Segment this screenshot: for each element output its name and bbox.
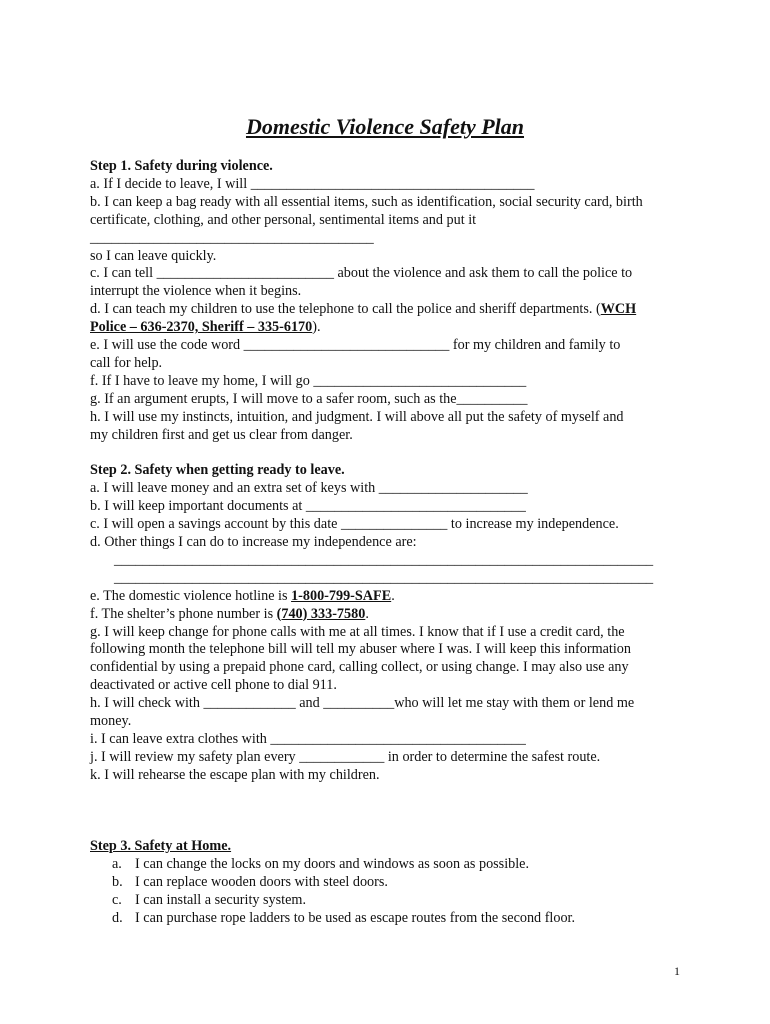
step2-item-j: j. I will review my safety plan every ____________ in order to determine the safest route. <box>90 748 601 765</box>
step2-item-g-line1: g. I will keep change for phone calls with me at all times. I know that if I use a credit card, the <box>90 623 625 640</box>
police-sheriff-numbers: Police – 636-2370, Sheriff – 335-6170 <box>90 319 313 336</box>
step1-heading: Step 1. Safety during violence. <box>90 158 273 174</box>
step1-item-d-text: d. I can teach my children to use the telephone to call the police and sheriff departments. ( <box>90 301 601 318</box>
step1-item-c-line2: interrupt the violence when it begins. <box>90 283 302 300</box>
step2-item-i: i. I can leave extra clothes with ____________________________________ <box>90 730 526 747</box>
list-marker: d. <box>112 910 123 927</box>
step2-item-d-blank-line2: ____________________________________________________________________________ <box>114 569 654 586</box>
step1-item-b-line2: certificate, clothing, and other personal, sentimental items and put it <box>90 211 477 228</box>
list-item <box>90 910 690 928</box>
hotline-label: e. The domestic violence hotline is <box>90 587 292 604</box>
step1-item-f: f. If I have to leave my home, I will go ______________________________ <box>90 372 527 389</box>
spacer <box>90 445 690 463</box>
step2-item-h-line2: money. <box>90 713 132 730</box>
step1-item-e-line1: e. I will use the code word _____________________________ for my children and family to <box>90 337 621 354</box>
step1-item-c-line1: c. I can tell _________________________ about the violence and ask them to call the police to <box>90 265 633 282</box>
document-body <box>90 158 690 928</box>
step1-item-e-line2: call for help. <box>90 354 163 371</box>
step1-item-b-line4: so I can leave quickly. <box>90 247 217 264</box>
spacer <box>90 785 690 839</box>
step2-item-a: a. I will leave money and an extra set of keys with _____________________ <box>90 480 528 497</box>
list-marker: b. <box>112 874 123 891</box>
page-title: Domestic Violence Safety Plan <box>245 114 525 139</box>
list-marker: a. <box>112 856 122 873</box>
step2-item-f <box>90 606 690 624</box>
list-item-text: I can replace wooden doors with steel doors. <box>135 874 388 891</box>
step1-item-b-line3: ________________________________________ <box>90 229 374 246</box>
hotline-number: 1-800-799-SAFE <box>291 587 392 604</box>
shelter-label: f. The shelter’s phone number is <box>90 605 277 622</box>
step2-item-c: c. I will open a savings account by this date _______________ to increase my independence. <box>90 516 619 533</box>
step1-item-a: a. If I decide to leave, I will ________________________________________ <box>90 175 535 192</box>
list-item <box>90 892 690 910</box>
shelter-number: (740) 333-7580 <box>276 605 366 622</box>
step3-heading: Step 3. Safety at Home. <box>90 838 232 855</box>
list-item-text: I can purchase rope ladders to be used as escape routes from the second floor. <box>135 910 576 927</box>
step1-item-d-line2 <box>90 319 690 337</box>
step2-item-d: d. Other things I can do to increase my independence are: <box>90 534 417 551</box>
page-number: 1 <box>674 964 680 978</box>
list-item <box>90 874 690 892</box>
step2-item-b: b. I will keep important documents at _______________________________ <box>90 498 526 515</box>
step1-item-g: g. If an argument erupts, I will move to a safer room, such as the__________ <box>90 390 528 407</box>
step2-item-g-line4: deactivated or active cell phone to dial 911. <box>90 677 337 694</box>
list-item <box>90 856 690 874</box>
shelter-end: . <box>365 605 369 622</box>
step2-item-g-line2: following month the telephone bill will tell my abuser where I was. I will keep this information <box>90 641 631 658</box>
step1-item-d-line1 <box>90 301 690 319</box>
step2-heading: Step 2. Safety when getting ready to leave. <box>90 462 345 479</box>
step2-item-g-line3: confidential by using a prepaid phone card, calling collect, or using change. I may also use any <box>90 659 629 676</box>
step2-item-h-line1: h. I will check with _____________ and __________who will let me stay with them or lend me <box>90 695 635 712</box>
step2-item-d-blank-line1: ____________________________________________________________________________ <box>114 551 654 568</box>
step1-item-d-end: ). <box>312 319 321 336</box>
list-item-text: I can install a security system. <box>135 892 306 909</box>
step1-item-b-line1: b. I can keep a bag ready with all essential items, such as identification, social security card, birth <box>90 193 643 210</box>
list-marker: c. <box>112 892 122 909</box>
wch-police-label: WCH <box>600 301 637 318</box>
step1-item-h-line2: my children first and get us clear from danger. <box>90 426 353 443</box>
hotline-end: . <box>391 587 395 604</box>
list-item-text: I can change the locks on my doors and windows as soon as possible. <box>135 856 530 873</box>
step2-item-e <box>90 588 690 606</box>
step2-item-k: k. I will rehearse the escape plan with my children. <box>90 766 380 783</box>
step1-item-h-line1: h. I will use my instincts, intuition, and judgment. I will above all put the safety of myself and <box>90 408 624 425</box>
